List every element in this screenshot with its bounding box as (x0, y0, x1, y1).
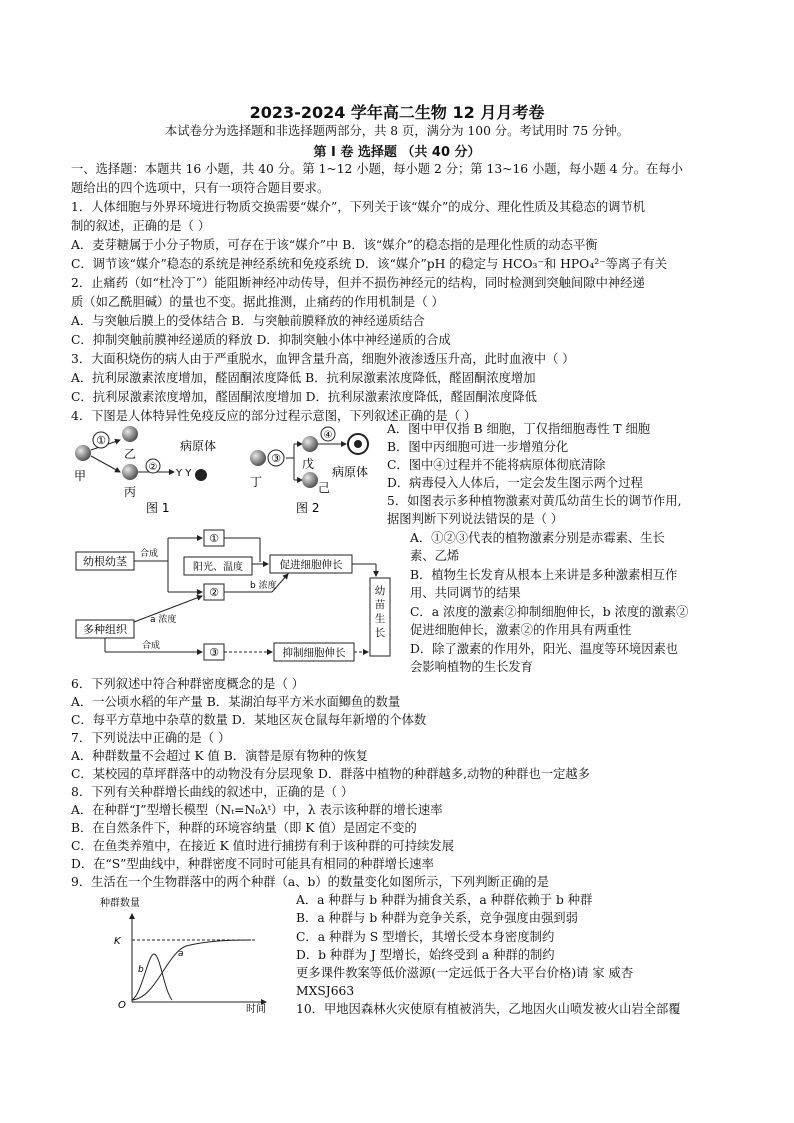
seedling-growth-box: 幼苗生长 (374, 585, 386, 639)
curve-b (132, 954, 172, 1000)
step-2-label: ② (148, 462, 158, 473)
inhibit-elongation-box: 抑制细胞伸长 (282, 647, 346, 659)
k-label: K (114, 936, 121, 947)
b-concentration-label: b 浓度 (250, 581, 277, 591)
x-axis-label: 时间 (246, 1004, 266, 1015)
text-line: D．在“S”型曲线中，种群密度不同时可能具有相同的种群增长速率 (71, 857, 434, 871)
antibody-icon: Y Y (176, 468, 192, 479)
curve-b-label: b (138, 965, 144, 975)
figure-1 (74, 426, 216, 515)
cell-wu-icon (302, 436, 318, 452)
option-c: C．a 种群为 S 型增长，其增长受本身密度制约 (296, 930, 555, 944)
cell-yi-icon (122, 426, 138, 442)
cell-bing-icon (122, 464, 138, 480)
option-b: B．a 种群与 b 种群为竞争关系，竞争强度由强到弱 (296, 911, 578, 925)
advert-line: 更多课件教案等低价滋源(一定远低于各大平台价格)请 家 威杏 (296, 966, 634, 980)
text-line: 10．甲地因森林火灾使原有植被消失，乙地因火山喷发被火山岩全部覆 (296, 1002, 681, 1016)
text-line: C．抑制突触前膜神经递质的释放 D．抑制突触小体中神经递质的合成 (71, 333, 451, 347)
promote-elongation-box: 促进细胞伸长 (279, 559, 343, 571)
exam-info: 本试卷分为选择题和非选择题两部分，共 8 页，满分为 100 分。考试用时 75 分钟。 (165, 124, 629, 138)
text-line: 7．下列说法中正确的是（ ） (71, 731, 231, 745)
text-line: A．在种群“J”型增长模型（Nₜ=N₀λᵗ）中，λ 表示该种群的增长速率 (71, 803, 443, 817)
text-line: A．①②③代表的植物激素分别是赤霉素、生长 (410, 531, 665, 545)
text-line: 会影响植物的生长发育 (410, 660, 533, 674)
cell-ji-icon (302, 472, 318, 488)
text-line: B．在自然条件下，种群的环境容纳量（即 K 值）是固定不变的 (71, 821, 417, 835)
text-line: 用、共同调节的结果 (410, 586, 521, 600)
text-line: C．某校园的草坪群落中的动物没有分层现象 D．群落中植物的种群越多,动物的种群也一定越多 (71, 767, 590, 781)
figure-1-caption: 图 1 (146, 501, 170, 515)
text-line: 据图判断下列说法错误的是（ ） (387, 512, 564, 526)
text-line: 4．下图是人体特异性免疫反应的部分过程示意图，下列叙述正确的是（ ） (71, 409, 477, 423)
option-d: D．b 种群为 J 型增长，始终受到 a 种群的制约 (296, 948, 555, 962)
text-line: 制的叙述，正确的是（ ） (71, 219, 211, 233)
advert-line: MXSJ663 (296, 984, 355, 998)
text-line: A．一公顷水稻的年产量 B．某湖泊每平方米水面鲫鱼的数量 (71, 695, 401, 709)
pathogen-label: 病原体 (332, 465, 369, 479)
synthesis-label-2: 合成 (142, 641, 161, 651)
text-line: 2．止痛药（如“杜冷丁”）能阻断神经冲动传导，但并不损伤神经元的结构，同时检测到突触间隙中神经递 (71, 276, 645, 290)
text-line: 5．如图表示多种植物激素对黄瓜幼苗生长的调节作用, (387, 494, 682, 508)
option-d: D．病毒侵入人体后，一定会发生图示两个过程 (387, 476, 643, 490)
environment-box: 阳光、温度 (193, 562, 243, 573)
step-4-label: ④ (323, 430, 333, 441)
text-line: C．a 浓度的激素②抑制细胞伸长，b 浓度的激素② (410, 605, 689, 619)
immune-figure (68, 420, 383, 520)
hormone-1-box: ① (209, 532, 219, 545)
population-graph (96, 894, 286, 1016)
step-1-label: ① (96, 434, 106, 447)
cell-ding-icon (250, 450, 266, 466)
option-b: B．图中丙细胞可进一步增殖分化 (387, 440, 569, 454)
cell-jia-label: 甲 (74, 469, 87, 483)
hormone-diagram (72, 524, 402, 669)
text-line: 一、选择题：本题共 16 小题，共 40 分。第 1~12 小题，每小题 2 分；第 13~16 小题，每小题 4 分。在每小 (71, 162, 683, 176)
section-heading: 第 I 卷 选择题 （共 40 分） (313, 145, 481, 160)
option-c: C．图中④过程并不能将病原体彻底清除 (387, 458, 606, 472)
text-line: A．与突触后膜上的受体结合 B．与突触前膜释放的神经递质结合 (71, 314, 425, 328)
page-title: 2023-2024 学年高二生物 12 月月考卷 (249, 103, 545, 122)
hormone-2-box: ② (209, 586, 219, 599)
text-line: 1．人体细胞与外界环境进行物质交换需要“媒介”，下列关于该“媒介”的成分、理化性质及其稳态的调节机 (71, 200, 646, 214)
cell-bing-label: 丙 (124, 485, 137, 499)
tissues-box: 多种组织 (83, 623, 127, 636)
synthesis-label-1: 合成 (140, 549, 159, 559)
a-concentration-label: a 浓度 (150, 615, 177, 625)
option-a: A．a 种群与 b 种群为捕食关系，a 种群依赖于 b 种群 (296, 893, 593, 907)
text-line: 3．大面积烧伤的病人由于严重脱水，血钾含量升高，细胞外液渗透压升高，此时血液中（ ） (71, 352, 575, 366)
text-line: 题给出的四个选项中，只有一项符合题目要求。 (71, 181, 330, 195)
text-line: 促进细胞伸长，激素②的作用具有两重性 (410, 623, 632, 637)
text-line: 素、乙烯 (410, 549, 460, 563)
y-axis-label: 种群数量 (100, 898, 140, 909)
pathogen-label: 病原体 (180, 439, 217, 453)
hormone-3-box: ③ (209, 646, 219, 659)
text-line: 质（如乙酰胆碱）的量也不变。据此推测，止痛药的作用机制是（ ） (71, 295, 444, 309)
text-line: B．植物生长发育从根本上来讲是多种激素相互作 (410, 568, 678, 582)
cell-jia-icon (75, 445, 91, 461)
figure-2-caption: 图 2 (296, 501, 320, 515)
curve-a-label: a (178, 949, 184, 959)
text-line: C．调节该“媒介”稳态的系统是神经系统和免疫系统 D．该“媒介”pH 的稳定与 HCO₃⁻和 HPO₄²⁻等离子有关 (71, 257, 668, 271)
root-stem-box: 幼根幼茎 (83, 555, 127, 568)
text-line: A．麦芽糖属于小分子物质，可存在于该“媒介”中 B．该“媒介”的稳态指的是理化性质的动态平衡 (71, 238, 598, 252)
cell-yi-label: 乙 (124, 447, 137, 461)
text-line: 6．下列叙述中符合种群密度概念的是（ ） (71, 677, 305, 691)
text-line: A．抗利尿激素浓度增加，醛固酮浓度降低 B．抗利尿激素浓度降低，醛固酮浓度增加 (71, 371, 536, 385)
curve-a (132, 940, 251, 1000)
text-line: A．种群数量不会超过 K 值 B．演替是原有物种的恢复 (71, 749, 369, 763)
text-line: D．除了激素的作用外，阳光、温度等环境因素也 (410, 642, 679, 656)
text-line: 8．下列有关种群增长曲线的叙述中，正确的是（ ） (71, 785, 354, 799)
cell-ding-label: 丁 (250, 475, 263, 489)
step-3-label: ③ (271, 452, 281, 465)
option-a: A．图中甲仅指 B 细胞，丁仅指细胞毒性 T 细胞 (387, 422, 651, 436)
origin-label: O (118, 1000, 126, 1011)
text-line: C．每平方草地中杂草的数量 D．某地区灰仓鼠每年新增的个体数 (71, 713, 427, 727)
text-line: C．抗利尿激素浓度增加，醛固酮浓度增加 D．抗利尿激素浓度降低，醛固酮浓度降低 (71, 390, 537, 404)
cell-ji-label: 己 (318, 481, 331, 495)
pathogen-icon (195, 469, 207, 481)
cell-wu-label: 戊 (302, 457, 315, 471)
text-line: 9．生活在一个生物群落中的两个种群（a、b）的数量变化如图所示，下列判断正确的是 (71, 875, 550, 889)
text-line: C．在鱼类养殖中，在接近 K 值时进行捕捞有利于该种群的可持续发展 (71, 839, 455, 853)
figure-2 (250, 427, 368, 515)
